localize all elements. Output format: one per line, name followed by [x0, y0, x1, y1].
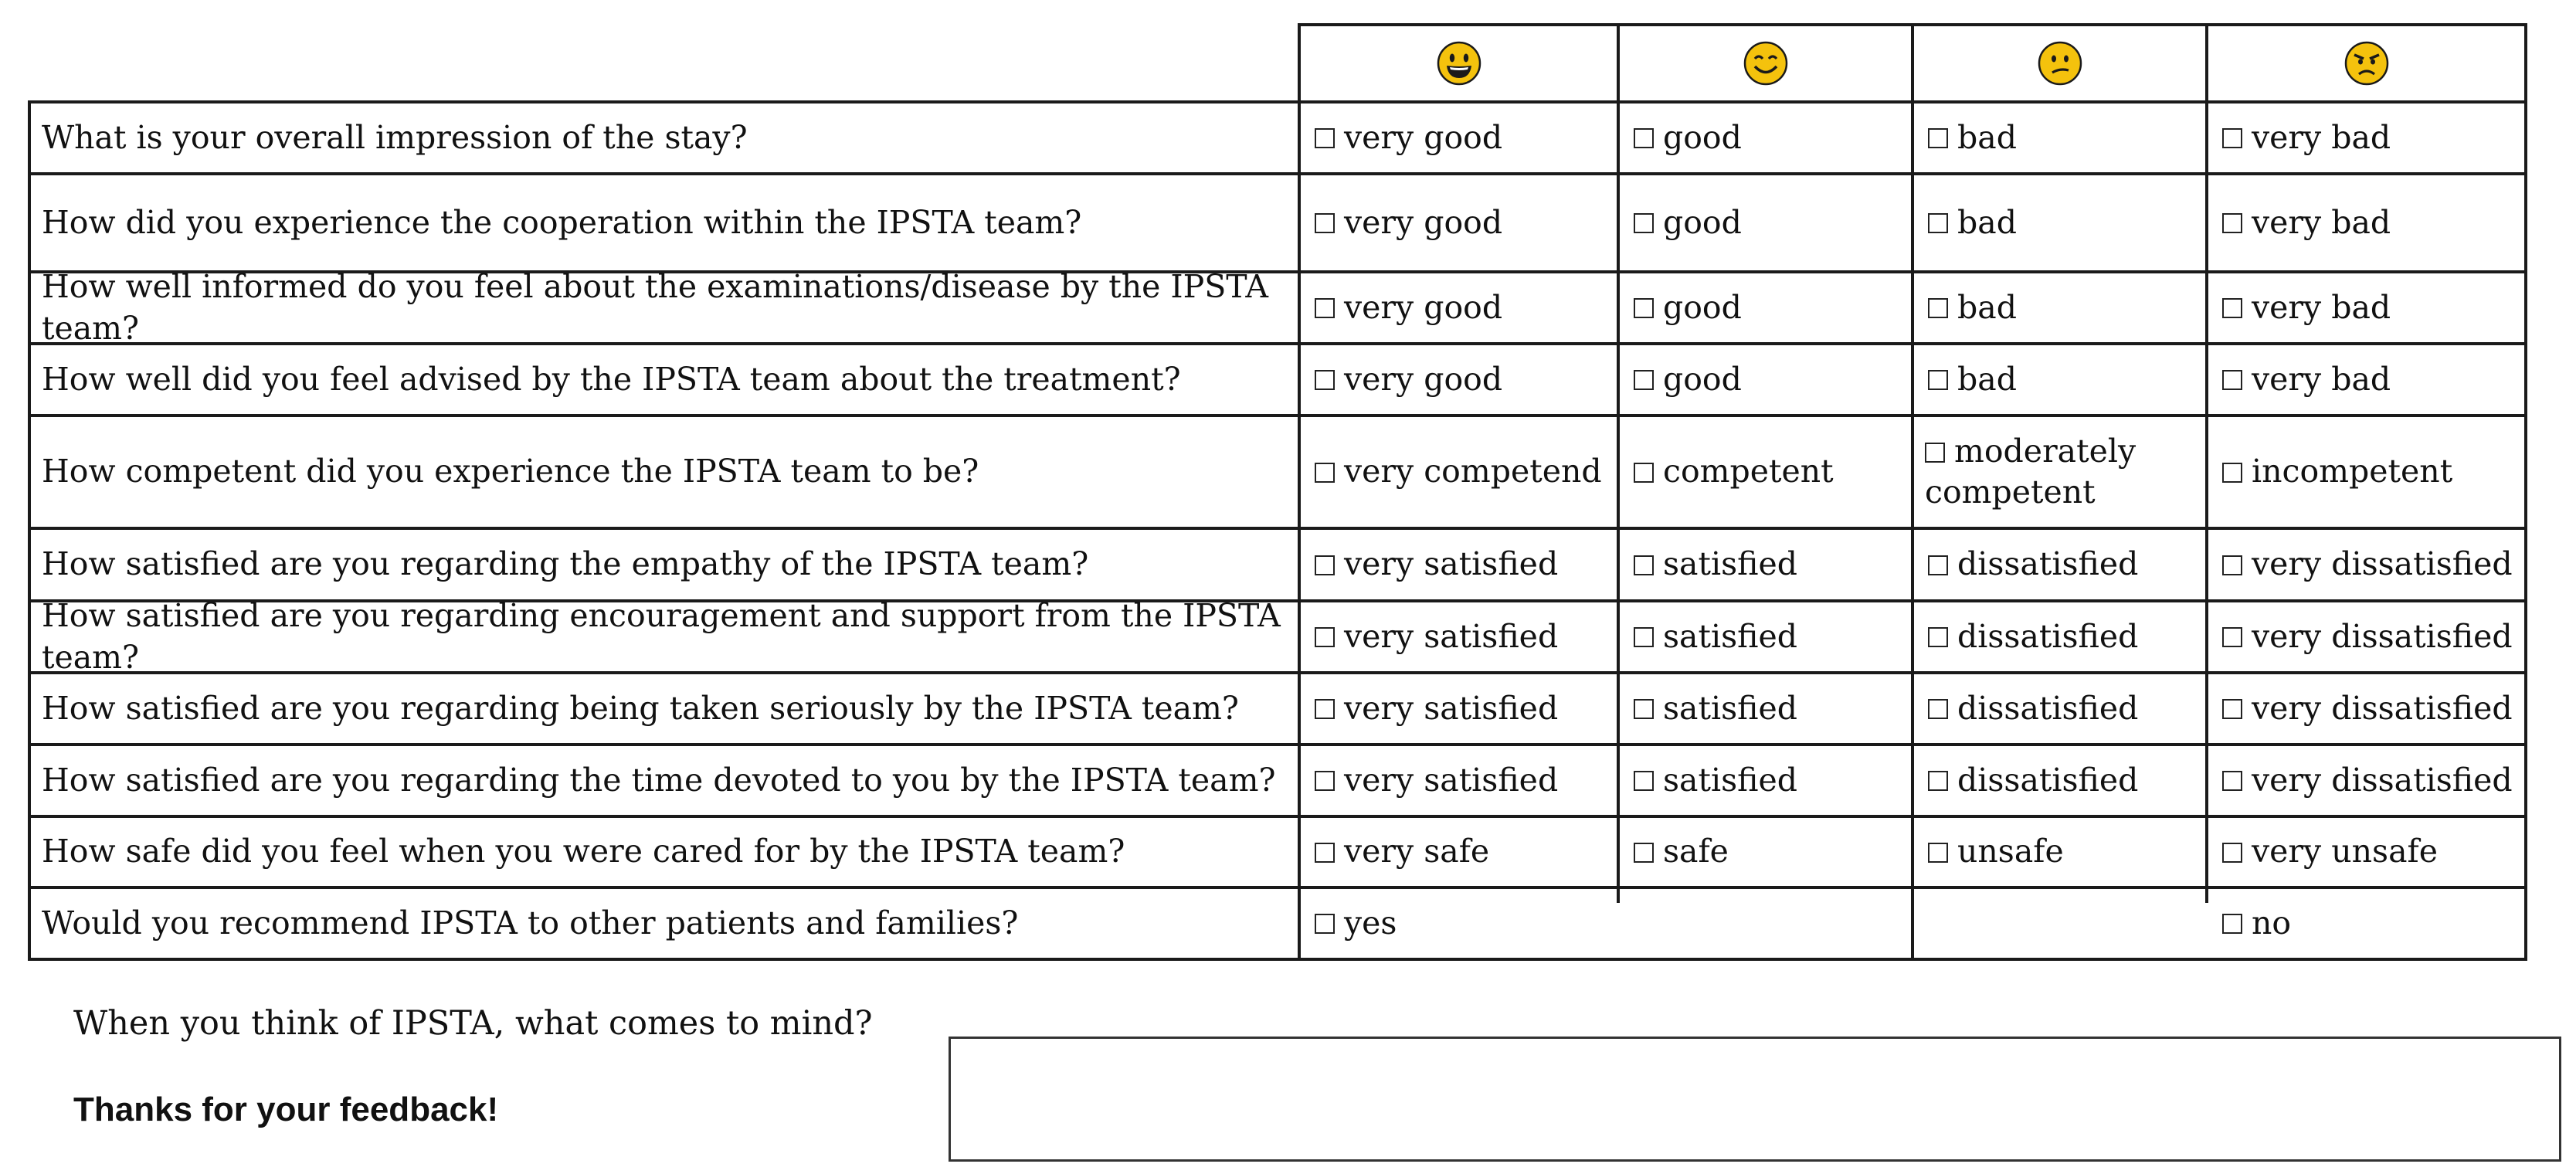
option-wrap	[1315, 451, 1602, 492]
answer-option[interactable]	[1298, 270, 1620, 345]
answer-option[interactable]	[1617, 342, 1914, 417]
checkbox[interactable]	[1928, 128, 1948, 148]
option-label: satisfied	[1663, 617, 1797, 655]
option-label: dissatisfied	[1957, 761, 2139, 799]
recommend-no-option[interactable]	[1911, 886, 2527, 961]
option-wrap	[2222, 287, 2391, 328]
option-label: very good	[1344, 203, 1503, 241]
option-wrap	[1315, 544, 1558, 585]
option-label: satisfied	[1663, 689, 1797, 727]
answer-option[interactable]	[2205, 815, 2527, 889]
answer-option[interactable]	[1617, 100, 1914, 175]
column-header	[1617, 23, 1914, 103]
option-wrap	[1315, 760, 1558, 801]
checkbox[interactable]	[1634, 213, 1654, 233]
answer-option[interactable]	[2205, 599, 2527, 674]
question-cell	[28, 815, 1301, 889]
option-wrap	[1634, 287, 1742, 328]
option-wrap	[2222, 117, 2391, 158]
answer-option[interactable]	[2205, 743, 2527, 818]
option-wrap	[1315, 688, 1558, 729]
answer-option[interactable]	[1911, 671, 2208, 746]
answer-option[interactable]	[2205, 172, 2527, 273]
checkbox[interactable]	[1315, 914, 1335, 934]
checkbox[interactable]	[1634, 627, 1654, 647]
checkbox[interactable]	[2222, 555, 2242, 575]
option-label: very bad	[2252, 118, 2391, 156]
column-divider-stub	[2205, 886, 2208, 903]
confused-face-icon	[2036, 39, 2084, 87]
option-wrap	[2222, 903, 2291, 944]
answer-option[interactable]	[1911, 743, 2208, 818]
question-cell	[28, 100, 1301, 175]
option-label: very unsafe	[2252, 833, 2438, 870]
very-happy-face-icon	[1435, 39, 1483, 87]
option-label: bad	[1957, 360, 2017, 398]
option-label: competent	[1663, 453, 1834, 490]
option-label: very dissatisfied	[2252, 689, 2513, 727]
question-cell	[28, 743, 1301, 818]
answer-option[interactable]	[1617, 172, 1914, 273]
checkbox[interactable]	[2222, 843, 2242, 863]
question-text: How satisfied are you regarding encouragement and support from the IPSTA team?	[42, 597, 1281, 676]
checkbox[interactable]	[1928, 555, 1948, 575]
option-label: very bad	[2252, 360, 2391, 398]
option-wrap	[2222, 202, 2391, 243]
option-label: very safe	[1344, 833, 1490, 870]
checkbox[interactable]	[1315, 771, 1335, 791]
option-wrap	[1928, 287, 2017, 328]
option-label: very bad	[2252, 288, 2391, 326]
checkbox[interactable]	[1928, 771, 1948, 791]
option-wrap	[2222, 760, 2513, 801]
option-label: bad	[1957, 288, 2017, 326]
option-label: very satisfied	[1344, 545, 1559, 583]
checkbox[interactable]	[1928, 370, 1948, 390]
answer-option[interactable]	[1617, 815, 1914, 889]
option-wrap	[2222, 544, 2513, 585]
option-wrap	[2222, 831, 2438, 872]
answer-option[interactable]	[1617, 671, 1914, 746]
option-label: moderately competent	[1925, 432, 2136, 511]
question-text: How well informed do you feel about the examinations/disease by the IPSTA team?	[42, 268, 1268, 347]
option-label: dissatisfied	[1957, 545, 2139, 583]
answer-option[interactable]	[1298, 671, 1620, 746]
option-label: good	[1663, 288, 1742, 326]
option-wrap	[1634, 544, 1797, 585]
option-label: very satisfied	[1344, 617, 1559, 655]
option-wrap	[1928, 616, 2138, 657]
question-text: How satisfied are you regarding being taken seriously by the IPSTA team?	[42, 689, 1239, 727]
checkbox[interactable]	[2222, 699, 2242, 719]
question-text: How safe did you feel when you were cared for by the IPSTA team?	[42, 833, 1125, 870]
option-label: very good	[1344, 360, 1503, 398]
checkbox[interactable]	[2222, 771, 2242, 791]
checkbox[interactable]	[2222, 298, 2242, 318]
option-wrap	[2222, 688, 2513, 729]
question-text: What is your overall impression of the stay?	[42, 118, 748, 156]
option-wrap	[2222, 359, 2391, 400]
checkbox[interactable]	[1925, 443, 1945, 463]
option-label: good	[1663, 360, 1742, 398]
question-cell	[28, 270, 1301, 345]
angry-face-icon	[2343, 39, 2391, 87]
checkbox[interactable]	[2222, 370, 2242, 390]
option-label: very dissatisfied	[2252, 761, 2513, 799]
option-label: dissatisfied	[1957, 617, 2139, 655]
checkbox[interactable]	[1315, 128, 1335, 148]
answer-option[interactable]	[1617, 270, 1914, 345]
checkbox[interactable]	[1315, 463, 1335, 483]
option-wrap	[1315, 831, 1489, 872]
thanks-message: Thanks for your feedback!	[73, 1091, 499, 1128]
answer-option[interactable]	[1911, 172, 2208, 273]
answer-option[interactable]	[1298, 815, 1620, 889]
checkbox[interactable]	[2222, 128, 2242, 148]
checkbox[interactable]	[2222, 463, 2242, 483]
option-label: very good	[1344, 288, 1503, 326]
option-label: unsafe	[1957, 833, 2064, 870]
option-label: good	[1663, 118, 1742, 156]
checkbox[interactable]	[1315, 213, 1335, 233]
option-wrap	[1928, 117, 2017, 158]
question-cell	[28, 172, 1301, 273]
option-label: very good	[1344, 118, 1503, 156]
question-text: How satisfied are you regarding the time devoted to you by the IPSTA team?	[42, 761, 1276, 799]
option-wrap	[1634, 359, 1742, 400]
checkbox[interactable]	[1315, 298, 1335, 318]
question-text: How well did you feel advised by the IPSTA team about the treatment?	[42, 360, 1181, 398]
option-label: dissatisfied	[1957, 689, 2139, 727]
option-label: safe	[1663, 833, 1729, 870]
option-wrap	[1315, 202, 1502, 243]
option-label: satisfied	[1663, 545, 1797, 583]
answer-option[interactable]	[1911, 527, 2208, 602]
checkbox[interactable]	[2222, 627, 2242, 647]
option-wrap	[2222, 616, 2513, 657]
checkbox[interactable]	[1315, 699, 1335, 719]
checkbox[interactable]	[1928, 699, 1948, 719]
option-wrap	[1634, 688, 1797, 729]
answer-option[interactable]	[1911, 815, 2208, 889]
answer-option[interactable]	[1911, 599, 2208, 674]
checkbox[interactable]	[1634, 843, 1654, 863]
option-wrap	[1315, 616, 1558, 657]
answer-option[interactable]	[1911, 270, 2208, 345]
checkbox[interactable]	[1634, 463, 1654, 483]
answer-option[interactable]	[1911, 342, 2208, 417]
option-wrap	[1634, 831, 1729, 872]
answer-option[interactable]	[1617, 743, 1914, 818]
option-label: satisfied	[1663, 761, 1797, 799]
checkbox[interactable]	[2222, 914, 2242, 934]
option-text-block	[1925, 431, 2180, 514]
answer-option[interactable]	[1911, 414, 2208, 530]
checkbox[interactable]	[1634, 298, 1654, 318]
option-wrap	[1634, 451, 1834, 492]
option-wrap	[1315, 117, 1502, 158]
checkbox[interactable]	[1315, 370, 1335, 390]
answer-option[interactable]	[1617, 527, 1914, 602]
option-wrap	[1634, 616, 1797, 657]
question-text: Would you recommend IPSTA to other patients and families?	[42, 904, 1019, 942]
option-wrap	[1634, 202, 1742, 243]
answer-option[interactable]	[1617, 414, 1914, 530]
question-cell	[28, 414, 1301, 530]
answer-option[interactable]	[1298, 172, 1620, 273]
answer-option[interactable]	[1298, 599, 1620, 674]
column-header	[1298, 23, 1620, 103]
question-text: How competent did you experience the IPSTA team to be?	[42, 453, 979, 490]
checkbox[interactable]	[1634, 555, 1654, 575]
option-wrap	[1634, 117, 1742, 158]
answer-option[interactable]	[1298, 527, 1620, 602]
answer-option[interactable]	[2205, 527, 2527, 602]
column-header	[1911, 23, 2208, 103]
option-label: very dissatisfied	[2252, 545, 2513, 583]
option-wrap	[1925, 431, 2180, 514]
option-label: bad	[1957, 203, 2017, 241]
option-wrap	[1928, 202, 2017, 243]
option-label: very satisfied	[1344, 761, 1559, 799]
question-text: How did you experience the cooperation within the IPSTA team?	[42, 203, 1082, 241]
question-cell	[28, 886, 1301, 961]
option-wrap	[1928, 831, 2064, 872]
question-cell	[28, 599, 1301, 674]
answer-option[interactable]	[1617, 599, 1914, 674]
answer-option[interactable]	[1298, 743, 1620, 818]
checkbox[interactable]	[1928, 213, 1948, 233]
answer-option[interactable]	[2205, 342, 2527, 417]
checkbox[interactable]	[1315, 555, 1335, 575]
answer-option[interactable]	[2205, 414, 2527, 530]
answer-option[interactable]	[1298, 342, 1620, 417]
question-cell	[28, 527, 1301, 602]
option-label: bad	[1957, 118, 2017, 156]
option-label: very bad	[2252, 203, 2391, 241]
option-wrap	[1634, 760, 1797, 801]
checkbox[interactable]	[1928, 843, 1948, 863]
checkbox[interactable]	[1634, 771, 1654, 791]
column-header	[2205, 23, 2527, 103]
option-label: very satisfied	[1344, 689, 1559, 727]
option-wrap	[2222, 451, 2452, 492]
option-label: very competend	[1344, 453, 1602, 490]
answer-option[interactable]	[1911, 100, 2208, 175]
answer-option[interactable]	[2205, 270, 2527, 345]
checkbox[interactable]	[1634, 128, 1654, 148]
option-label: incompetent	[2252, 453, 2453, 490]
checkbox[interactable]	[1928, 627, 1948, 647]
recommend-yes-option[interactable]	[1298, 886, 1914, 961]
checkbox[interactable]	[2222, 213, 2242, 233]
answer-option[interactable]	[2205, 671, 2527, 746]
yes-label: yes	[1344, 904, 1397, 942]
option-wrap	[1315, 359, 1502, 400]
option-wrap	[1928, 544, 2138, 585]
option-label: very dissatisfied	[2252, 617, 2513, 655]
no-label: no	[2252, 904, 2292, 942]
column-divider-stub	[1617, 886, 1620, 903]
smiling-face-icon	[1742, 39, 1790, 87]
option-wrap	[1928, 688, 2138, 729]
checkbox[interactable]	[1315, 843, 1335, 863]
checkbox[interactable]	[1634, 370, 1654, 390]
option-wrap	[1928, 359, 2017, 400]
question-text: How satisfied are you regarding the empathy of the IPSTA team?	[42, 545, 1089, 583]
question-cell	[28, 671, 1301, 746]
checkbox[interactable]	[1928, 298, 1948, 318]
option-wrap	[1315, 287, 1502, 328]
open-question-prompt: When you think of IPSTA, what comes to mind?	[73, 1004, 873, 1043]
option-wrap	[1928, 760, 2138, 801]
answer-option[interactable]	[2205, 100, 2527, 175]
option-label: good	[1663, 203, 1742, 241]
answer-option[interactable]	[1298, 100, 1620, 175]
question-cell	[28, 342, 1301, 417]
checkbox[interactable]	[1634, 699, 1654, 719]
checkbox[interactable]	[1315, 627, 1335, 647]
option-wrap	[1315, 903, 1397, 944]
open-answer-field[interactable]	[949, 1037, 2561, 1162]
answer-option[interactable]	[1298, 414, 1620, 530]
